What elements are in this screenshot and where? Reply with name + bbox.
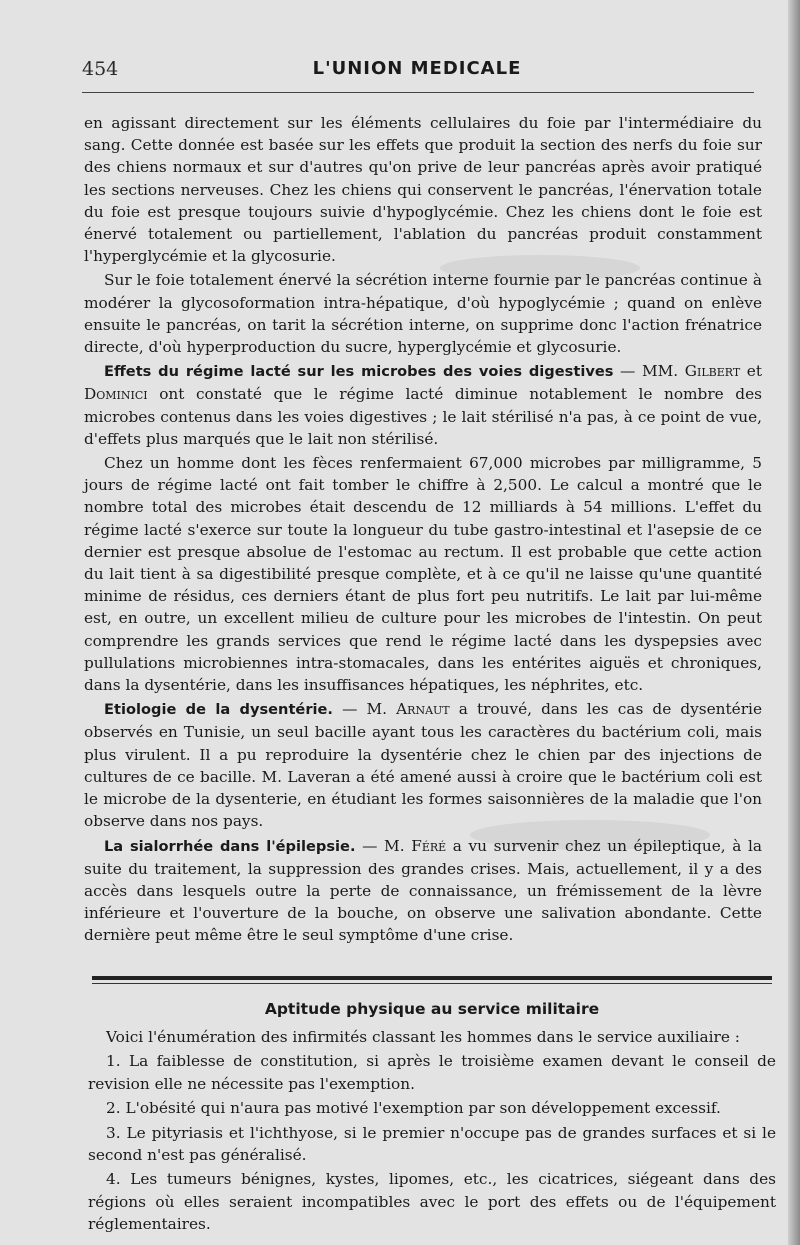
conjunction: et xyxy=(740,362,763,381)
section-body xyxy=(88,1026,776,1238)
page-number: 454 xyxy=(82,58,119,80)
author-arnaut: Arnaut xyxy=(396,700,450,719)
section-title: Aptitude physique au service militaire xyxy=(264,1000,600,1018)
page-edge-shadow xyxy=(788,0,800,1245)
page-header xyxy=(82,58,752,84)
heading-regime-lacte: Effets du régime lacté sur les microbes des voies digestives xyxy=(104,363,614,381)
paragraph-5-text: a trouvé, dans les cas de dysentérie observés en Tunisie, un seul bacille ayant tous les caractères du bactérium coli, mais plus virulent. Il a pu reproduire la dysentérie chez le chien par des injections de cultures de ce bacille. M. Laveran a été amené aussi à croire que le bactérium coli est le microbe de la dysenterie, en étudiant les formes saisonnières de la maladie que l'on observe dans nos pays. xyxy=(84,700,762,831)
separator-thin-rule xyxy=(92,983,772,984)
author-fere: Féré xyxy=(411,836,447,855)
list-item: 2. L'obésité qui n'aura pas motivé l'exemption par son développement excessif. xyxy=(106,1099,721,1118)
heading-sialorrhee: La sialorrhée dans l'épilepsie. xyxy=(104,837,356,855)
header-rule xyxy=(82,92,754,93)
separator-thick-rule xyxy=(92,976,772,980)
list-item: 4. Les tumeurs bénignes, kystes, lipomes, etc., les cicatrices, siégeant dans des régions où elles seraient incompatibles avec le port des effets ou de l'équipement réglementaires. xyxy=(88,1170,776,1234)
paragraph-5 xyxy=(84,698,762,832)
paragraph-6-text: a vu survenir chez un épileptique, à la suite du traitement, la suppression des grandes crises. Mais, actuellement, il y a des accès dans lesquels outre la perte de connaissance, un frémissement de la lèvre inférieure et l'ouverture de la bouche, on observe une salivation abondante. Cette dernière peut même être le seul symptôme d'une crise. xyxy=(84,836,762,945)
section-intro: Voici l'énumération des infirmités classant les hommes dans le service auxiliaire : xyxy=(106,1028,740,1046)
author-dominici: Dominici xyxy=(84,385,148,404)
running-title: L'UNION MEDICALE xyxy=(312,58,522,79)
dash: — MM. xyxy=(613,362,685,381)
dash: — M. xyxy=(355,836,412,855)
dash: — M. xyxy=(332,700,397,719)
list-item: 1. La faiblesse de constitution, si après le troisième examen devant le conseil de revision elle ne nécessite pas l'exemption. xyxy=(88,1052,776,1093)
author-gilbert: Gilbert xyxy=(684,362,741,381)
paragraph-2: Sur le foie totalement énervé la sécrétion interne fournie par le pancréas continue à modérer la glycosoformation intra-hépatique, d'où hypoglycémie ; quand on enlève ensuite le pancréas, on tarit la sécrétion interne, on supprime donc l'action frénatrice directe, d'où hyperproduction du sucre, hyperglycémie et glycosurie. xyxy=(84,271,762,357)
paragraph-3-text: ont constaté que le régime lacté diminue notablement le nombre des microbes contenus dans les voies digestives ; le lait stérilisé n'a pas, à ce point de vue, d'effets plus marqués que le lait non stérilisé. xyxy=(84,385,762,448)
heading-dysenterie: Etiologie de la dysentérie. xyxy=(104,701,333,719)
section-separator xyxy=(92,976,772,988)
paragraph-4: Chez un homme dont les fèces renfermaient 67,000 microbes par milligramme, 5 jours de régime lacté ont fait tomber le chiffre à 2,500. Le calcul a montré que le nombre total des microbes était descendu de 12 milliards à 54 millions. L'effet du régime lacté s'exerce sur toute la longueur du tube gastro-intestinal et l'asepsie de ce dernier est presque absolue de l'estomac au rectum. Il est probable que cette action du lait tient à sa digestibilité presque complète, et à ce qu'il ne laisse qu'une quantité minime de résidus, ces derniers étant de plus fort peu nutritifs. Le lait par lui-même est, en outre, un excellent milieu de culture pour les microbes de l'intestin. On peut comprendre les grands services que rend le régime lacté dans les dyspepsies avec pullulations microbiennes intra-stomacales, dans les entérites aiguës et chroniques, dans la dysentérie, dans les insuffisances hépatiques, les néphrites, etc. xyxy=(84,454,762,695)
paragraph-1: en agissant directement sur les éléments cellulaires du foie par l'intermédiaire du sang. Cette donnée est basée sur les effets que produit la section des nerfs du foie sur des chiens normaux et sur d'autres qu'on prive de leur pancréas après avoir pratiqué les sections nerveuses. Chez les chiens qui conservent le pancréas, l'énervation totale du foie est presque toujours suivie d'hypoglycémie. Chez les chiens dont le foie est énervé totalement ou partiellement, l'ablation du pancréas produit constamment l'hyperglycémie et la glycosurie. xyxy=(84,114,762,266)
paragraph-3 xyxy=(84,360,762,450)
paragraph-6 xyxy=(84,835,762,947)
list-item: 3. Le pityriasis et l'ichthyose, si le premier n'occupe pas de grandes surfaces et si le second n'est pas généralisé. xyxy=(88,1123,776,1165)
print-smudge xyxy=(470,820,710,850)
print-smudge xyxy=(440,255,640,281)
